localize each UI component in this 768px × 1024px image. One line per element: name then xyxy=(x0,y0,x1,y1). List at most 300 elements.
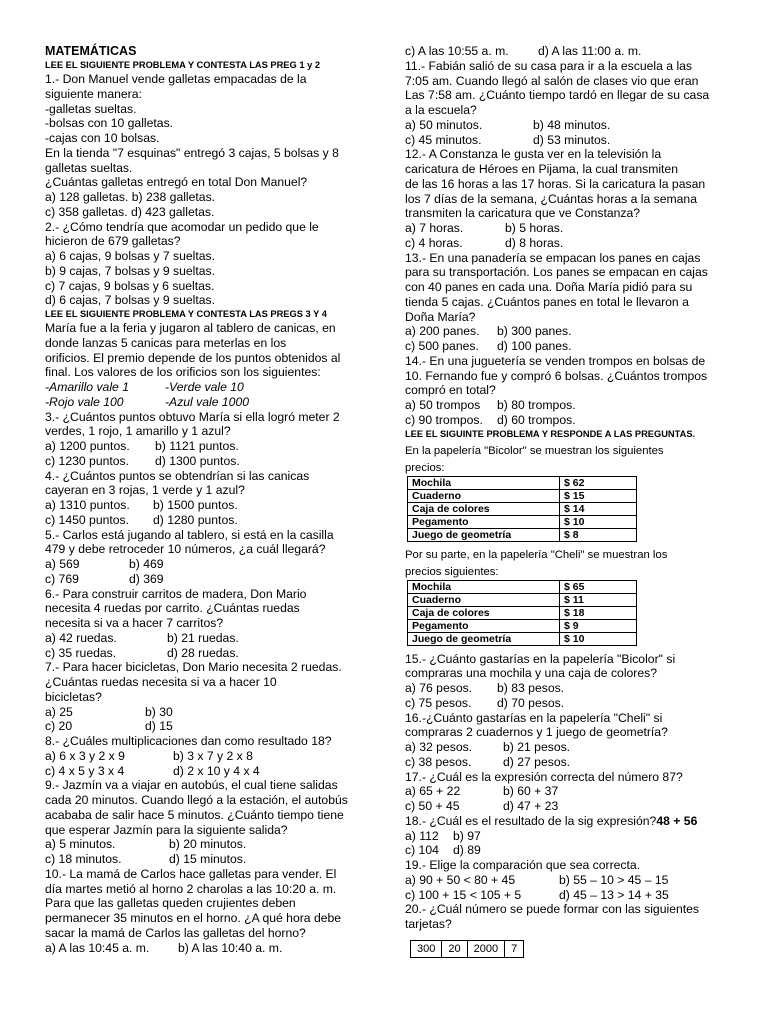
option-a: c) 4 x 5 y 3 x 4 xyxy=(45,763,125,778)
number-card: 2000 xyxy=(467,940,504,957)
left-option-row xyxy=(45,572,357,587)
option-a: c) 769 xyxy=(45,571,79,586)
item-price: $ 9 xyxy=(560,619,637,632)
left-text-line xyxy=(45,926,357,941)
bicolor-price-table xyxy=(407,476,637,542)
left-text-line xyxy=(45,469,357,484)
option-b: b) 21 ruedas. xyxy=(167,630,239,645)
line-text: donde lanzas 5 canicas para meterlas en los xyxy=(45,335,287,350)
option-a: a) 76 pesos. xyxy=(405,681,473,695)
option-a: c) A las 10:55 a. m. xyxy=(405,44,509,58)
left-column xyxy=(45,44,357,955)
cheli-caption: Por su parte, en la papelería "Cheli" se muestran los xyxy=(405,548,668,561)
option-a: c) 500 panes. xyxy=(405,339,479,353)
right-option-row xyxy=(405,398,725,413)
left-option-row xyxy=(45,557,357,572)
option-a: a) 1310 puntos. xyxy=(45,498,130,512)
option-b: b) A las 10:40 a. m. xyxy=(178,940,283,955)
right-text-line xyxy=(405,177,725,192)
left-option-row xyxy=(45,454,357,469)
left-text-line xyxy=(45,896,357,911)
line-text: 11.- Fabián salió de su casa para ir a la escuela a las xyxy=(405,58,693,73)
option-b: d) 89 xyxy=(453,843,481,858)
line-text: de las 16 horas a las 17 horas. Si la caricatura la pasan xyxy=(405,176,706,191)
left-text-line xyxy=(45,911,357,926)
right-text-line xyxy=(405,770,725,785)
right-text-line xyxy=(405,103,725,118)
item-name: Caja de colores xyxy=(408,502,560,515)
line-text: 8.- ¿Cuáles multiplicaciones dan como resultado 18? xyxy=(45,734,332,748)
option-a: c) 1230 puntos. xyxy=(45,453,130,468)
left-text-line xyxy=(45,616,357,631)
right-text-line xyxy=(405,858,725,873)
right-text-line xyxy=(405,265,725,280)
left-text-line xyxy=(45,190,357,205)
left-text-line xyxy=(45,175,357,190)
number-card: 20 xyxy=(442,940,467,957)
option-a: a) 7 horas. xyxy=(405,221,464,235)
left-text-line xyxy=(45,424,357,439)
option-b: d) 1300 puntos. xyxy=(155,453,240,468)
line-text: 19.- Elige la comparación que sea correcta. xyxy=(405,858,641,872)
left-text-line xyxy=(45,675,357,690)
line-text: final. Los valores de los orificios son los siguientes: xyxy=(45,365,321,380)
right-option-row xyxy=(405,413,725,428)
line-text: 20.- ¿Cuál número se puede formar con las siguientes xyxy=(405,902,700,917)
left-text-line xyxy=(45,601,357,616)
right-option-row xyxy=(405,784,725,799)
line-text: Las 7:58 am. ¿Cuánto tiempo tardó en llegar de su casa xyxy=(405,88,710,103)
option-b: b) 97 xyxy=(453,828,481,843)
right-text-line xyxy=(405,917,725,932)
instruction-heading xyxy=(45,308,357,321)
instruction-heading xyxy=(45,59,357,72)
option-b: b) 83 pesos. xyxy=(497,681,565,695)
item-price: $ 18 xyxy=(560,606,637,619)
left-text-line xyxy=(45,808,357,823)
line-text: 18.- ¿Cuál es el resultado de la sig expresión? xyxy=(405,813,657,828)
item-name: Caja de colores xyxy=(408,606,560,619)
line-text: con 40 panes en cada una. Doña María pidió para su xyxy=(405,280,693,294)
line-text: LEE EL SIGUIENTE PROBLEMA Y CONTESTA LAS PREGS 3 Y 4 xyxy=(45,309,327,319)
number-card: 300 xyxy=(411,940,442,957)
option-a: a) 5 minutos. xyxy=(45,837,116,852)
page-title xyxy=(45,44,357,59)
option-b: b) 30 xyxy=(145,704,173,719)
line-text: c) 358 galletas. d) 423 galletas. xyxy=(45,204,215,219)
right-option-row xyxy=(405,799,725,814)
left-option-row xyxy=(45,380,357,395)
item-name: Juego de geometría xyxy=(408,528,560,541)
line-text: cada 20 minutos. Cuando llegó a la estación, el autobús xyxy=(45,793,348,807)
line-text: d) 6 cajas, 7 bolsas y 9 sueltas. xyxy=(45,293,216,308)
price-row xyxy=(408,593,637,606)
option-b: b) 80 trompos. xyxy=(497,398,576,412)
left-option-row xyxy=(45,705,357,720)
left-text-line xyxy=(45,249,357,264)
left-text-line xyxy=(45,279,357,294)
number-card: 7 xyxy=(505,940,524,957)
option-b: d) 28 ruedas. xyxy=(167,645,239,660)
line-text: 10.- La mamá de Carlos hace galletas para vender. El xyxy=(45,866,337,881)
right-text-line xyxy=(405,354,725,369)
left-text-line xyxy=(45,220,357,235)
left-option-row xyxy=(45,498,357,513)
option-b: -Azul vale 1000 xyxy=(165,394,250,409)
option-b: d) 60 trompos. xyxy=(497,412,576,427)
line-text: 7.- Para hacer bicicletas, Don Mario necesita 2 ruedas. xyxy=(45,660,342,675)
left-text-line xyxy=(45,321,357,336)
line-text: -cajas con 10 bolsas. xyxy=(45,131,160,145)
right-option-row xyxy=(405,696,725,711)
line-text: María fue a la feria y jugaron al tablero de canicas, en xyxy=(45,321,336,335)
option-a: -Amarillo vale 1 xyxy=(45,380,129,394)
left-text-line xyxy=(45,882,357,897)
item-price: $ 15 xyxy=(560,489,637,502)
option-a: a) 200 panes. xyxy=(405,324,480,339)
item-name: Mochila xyxy=(408,476,560,489)
left-text-line xyxy=(45,131,357,146)
right-text-line xyxy=(405,280,725,295)
bicolor-caption: precios: xyxy=(405,461,445,474)
right-text-line xyxy=(405,652,725,667)
line-text: a) 128 galletas. b) 238 galletas. xyxy=(45,190,216,204)
item-name: Mochila xyxy=(408,580,560,593)
number-cards xyxy=(405,940,725,958)
line-text: 1.- Don Manuel vende galletas empacadas de la xyxy=(45,72,307,86)
line-text: 5.- Carlos está jugando al tablero, si está en la casilla xyxy=(45,527,334,542)
right-text-line xyxy=(405,192,725,207)
item-price: $ 65 xyxy=(560,580,637,593)
right-column xyxy=(405,44,725,958)
cheli-prices xyxy=(405,548,725,646)
line-text: LEE EL SIGUINTE PROBLEMA Y RESPONDE A LAS PREGUNTAS. xyxy=(405,428,696,439)
line-text: MATEMÁTICAS xyxy=(45,44,137,58)
price-row xyxy=(408,515,637,528)
right-text-line xyxy=(405,902,725,917)
price-row xyxy=(408,619,637,632)
right-text-line xyxy=(405,74,725,89)
option-b: d) 53 minutos. xyxy=(533,132,611,147)
right-text-line xyxy=(405,369,725,384)
item-name: Pegamento xyxy=(408,515,560,528)
left-option-row xyxy=(45,749,357,764)
right-option-row xyxy=(405,740,725,755)
right-option-row xyxy=(405,44,725,59)
left-text-line xyxy=(45,690,357,705)
questions-15-20 xyxy=(405,652,725,932)
line-text: a) 6 cajas, 9 bolsas y 7 sueltas. xyxy=(45,249,216,263)
option-b: b) 300 panes. xyxy=(497,324,572,339)
price-row xyxy=(408,489,637,502)
option-a: c) 90 trompos. xyxy=(405,412,483,427)
option-b: d) 45 – 13 > 14 + 35 xyxy=(559,887,669,902)
option-a: a) 6 x 3 y 2 x 9 xyxy=(45,748,125,763)
left-option-row xyxy=(45,837,357,852)
price-row xyxy=(408,580,637,593)
left-text-line xyxy=(45,351,357,366)
left-text-line xyxy=(45,867,357,882)
price-row xyxy=(408,606,637,619)
right-option-row xyxy=(405,888,725,903)
line-text: necesita si va a hacer 7 carritos? xyxy=(45,616,224,630)
item-price: $ 14 xyxy=(560,502,637,515)
right-option-row xyxy=(405,873,725,888)
line-text: 6.- Para construir carritos de madera, Don Mario xyxy=(45,586,307,601)
option-a: a) 50 trompos xyxy=(405,398,481,412)
line-text: compraras 2 cuadernos y 1 juego de geometría? xyxy=(405,725,668,740)
right-text-line xyxy=(405,383,725,398)
line-text: permanecer 35 minutos en el horno. ¿A qué hora debe xyxy=(45,911,342,925)
line-text: 2.- ¿Cómo tendría que acomodar un pedido que le xyxy=(45,219,319,234)
item-price: $ 10 xyxy=(560,632,637,645)
line-text: 10. Fernando fue y compró 6 bolsas. ¿Cuántos trompos xyxy=(405,368,708,383)
line-text: a la escuela? xyxy=(405,103,477,117)
line-text: 12.- A Constanza le gusta ver en la televisión la xyxy=(405,147,662,162)
option-a: a) 1200 puntos. xyxy=(45,439,130,453)
option-a: a) 90 + 50 < 80 + 45 xyxy=(405,872,516,887)
cards-row xyxy=(411,940,524,957)
line-text: día martes metió al horno 2 charolas a las 10:20 a. m. xyxy=(45,881,337,896)
left-text-line xyxy=(45,205,357,220)
item-name: Cuaderno xyxy=(408,593,560,606)
option-b: d) 27 pesos. xyxy=(503,754,571,769)
line-text: 16.-¿Cuánto gastarías en la papelería "Cheli" si xyxy=(405,710,663,725)
option-a: a) 32 pesos. xyxy=(405,740,473,754)
option-a: c) 50 + 45 xyxy=(405,799,460,813)
option-a: a) 50 minutos. xyxy=(405,117,483,132)
left-option-row xyxy=(45,439,357,454)
line-text: 9.- Jazmín va a viajar en autobús, el cual tiene salidas xyxy=(45,778,338,793)
option-b: d) 1280 puntos. xyxy=(153,512,238,527)
option-a: c) 100 + 15 < 105 + 5 xyxy=(405,887,522,902)
item-price: $ 11 xyxy=(560,593,637,606)
left-text-line xyxy=(45,72,357,87)
left-option-row xyxy=(45,631,357,646)
option-b: b) 21 pesos. xyxy=(503,740,571,754)
line-text: 14.- En una juguetería se venden trompos en bolsas de xyxy=(405,353,706,368)
left-option-row xyxy=(45,941,357,956)
item-name: Pegamento xyxy=(408,619,560,632)
line-text: ¿Cuántas ruedas necesita si va a hacer 10 xyxy=(45,675,277,689)
line-text: orificios. El premio depende de los puntos obtenidos al xyxy=(45,350,341,365)
option-a: c) 75 pesos. xyxy=(405,695,472,710)
right-text-line xyxy=(405,711,725,726)
questions-11-14 xyxy=(405,44,725,441)
line-text: c) 7 cajas, 9 bolsas y 6 sueltas. xyxy=(45,278,215,293)
cheli-price-table xyxy=(407,580,637,646)
line-text: los 7 días de la semana, ¿Cuántas horas a la semana xyxy=(405,191,697,206)
right-option-row xyxy=(405,755,725,770)
left-text-line xyxy=(45,336,357,351)
option-b: d) 2 x 10 y 4 x 4 xyxy=(173,763,260,778)
left-text-line xyxy=(45,410,357,425)
left-option-row xyxy=(45,513,357,528)
left-text-line xyxy=(45,734,357,749)
price-row xyxy=(408,476,637,489)
line-text: ¿Cuántas galletas entregó en total Don Manuel? xyxy=(45,175,308,190)
line-text: para su transportación. Los panes se empacan en cajas xyxy=(405,265,708,280)
option-a: a) 25 xyxy=(45,704,73,719)
option-a: -Rojo vale 100 xyxy=(45,394,124,409)
left-option-row xyxy=(45,852,357,867)
line-text: 7:05 am. Cuando llegó al salón de clases vio que eran xyxy=(405,73,699,88)
left-text-line xyxy=(45,293,357,308)
left-text-line xyxy=(45,365,357,380)
left-text-line xyxy=(45,778,357,793)
left-option-row xyxy=(45,764,357,779)
price-row xyxy=(408,502,637,515)
left-text-line xyxy=(45,528,357,543)
line-text: tienda 5 cajas. ¿Cuántos panes en total le llevaron a xyxy=(405,294,689,309)
left-text-line xyxy=(45,87,357,102)
option-a: c) 4 horas. xyxy=(405,235,463,250)
line-text: 4.- ¿Cuántos puntos se obtendrían si las canicas xyxy=(45,468,310,483)
option-b: b) 48 minutos. xyxy=(533,117,611,132)
left-option-row xyxy=(45,395,357,410)
option-b: d) 369 xyxy=(129,571,164,586)
price-row xyxy=(408,528,637,541)
right-option-row xyxy=(405,118,725,133)
option-b: b) 55 – 10 > 45 – 15 xyxy=(559,872,669,887)
line-text: necesita 4 ruedas por carrito. ¿Cuántas ruedas xyxy=(45,601,300,616)
line-text: hicieron de 679 galletas? xyxy=(45,234,181,249)
right-option-row xyxy=(405,221,725,236)
right-text-line xyxy=(405,147,725,162)
left-option-row xyxy=(45,646,357,661)
line-text: transmiten la caricatura que ve Constanza? xyxy=(405,206,641,221)
option-a: a) A las 10:45 a. m. xyxy=(45,940,150,955)
option-b: b) 1500 puntos. xyxy=(153,498,238,512)
option-b: d) 8 horas. xyxy=(505,235,564,250)
line-text: -bolsas con 10 galletas. xyxy=(45,116,174,131)
line-text: b) 9 cajas, 7 bolsas y 9 sueltas. xyxy=(45,263,216,278)
option-b: b) 469 xyxy=(129,557,164,571)
line-text: compraras una mochila y una caja de colores? xyxy=(405,666,658,681)
line-text: 13.- En una panadería se empacan los panes en cajas xyxy=(405,250,701,265)
right-text-line xyxy=(405,162,725,177)
bicolor-caption: En la papelería "Bicolor" se muestran los siguientes xyxy=(405,444,664,457)
right-text-line xyxy=(405,88,725,103)
line-text: bicicletas? xyxy=(45,689,102,704)
line-text: 3.- ¿Cuántos puntos obtuvo María si ella logró meter 2 xyxy=(45,409,340,424)
option-a: c) 45 minutos. xyxy=(405,132,482,147)
left-text-line xyxy=(45,234,357,249)
left-text-line xyxy=(45,264,357,279)
option-b: b) 60 + 37 xyxy=(503,784,559,799)
option-a: c) 18 minutos. xyxy=(45,852,122,866)
right-option-row xyxy=(405,133,725,148)
item-name: Cuaderno xyxy=(408,489,560,502)
option-b: d) A las 11:00 a. m. xyxy=(538,44,642,58)
option-a: c) 35 ruedas. xyxy=(45,645,117,660)
price-row xyxy=(408,632,637,645)
option-b: d) 70 pesos. xyxy=(497,695,565,710)
line-text: -galletas sueltas. xyxy=(45,101,137,116)
option-b: d) 15 minutos. xyxy=(169,852,247,866)
instruction-heading xyxy=(405,428,725,441)
cards-table xyxy=(410,940,524,958)
line-text: Para que las galletas queden crujientes deben xyxy=(45,896,296,911)
right-option-row xyxy=(405,843,725,858)
left-text-line xyxy=(45,146,357,161)
line-text: que esperar Jazmín para la siguiente salida? xyxy=(45,822,288,837)
option-b: d) 15 xyxy=(145,719,173,734)
right-text-line xyxy=(405,725,725,740)
line-text: Doña María? xyxy=(405,309,476,324)
expression-bold: 48 + 56 xyxy=(656,813,698,828)
line-text: 479 y debe retroceder 10 números, ¿a cuál llegará? xyxy=(45,542,326,557)
right-text-line xyxy=(405,251,725,266)
right-text-line xyxy=(405,206,725,221)
option-b: d) 47 + 23 xyxy=(503,799,559,813)
line-text: compró en total? xyxy=(405,383,496,398)
item-price: $ 10 xyxy=(560,515,637,528)
left-text-line xyxy=(45,823,357,838)
left-option-row xyxy=(45,719,357,734)
item-name: Juego de geometría xyxy=(408,632,560,645)
option-b: -Verde vale 10 xyxy=(165,380,244,394)
left-text-line xyxy=(45,483,357,498)
left-text-line xyxy=(45,161,357,176)
option-a: a) 42 ruedas. xyxy=(45,630,117,645)
left-text-line xyxy=(45,542,357,557)
right-option-row xyxy=(405,324,725,339)
line-text: 17.- ¿Cuál es la expresión correcta del número 87? xyxy=(405,769,683,784)
left-text-line xyxy=(45,793,357,808)
line-text: LEE EL SIGUIENTE PROBLEMA Y CONTESTA LAS PREG 1 y 2 xyxy=(45,60,320,70)
right-option-row xyxy=(405,681,725,696)
option-a: c) 20 xyxy=(45,719,73,734)
line-text: caricatura de Héroes en Pijama, la cual transmiten xyxy=(405,162,678,176)
line-text: galletas sueltas. xyxy=(45,160,133,175)
line-text: acababa de salir hace 5 minutos. ¿Cuánto tiempo tiene xyxy=(45,807,344,822)
option-a: c) 104 xyxy=(405,843,439,858)
right-option-row xyxy=(405,236,725,251)
line-text: verdes, 1 rojo, 1 amarillo y 1 azul? xyxy=(45,424,231,439)
option-a: c) 38 pesos. xyxy=(405,754,472,769)
left-text-line xyxy=(45,660,357,675)
line-text: sacar la mamá de Carlos las galletas del horno? xyxy=(45,925,306,940)
left-text-line xyxy=(45,102,357,117)
right-option-row xyxy=(405,339,725,354)
left-text-line xyxy=(45,116,357,131)
option-a: a) 65 + 22 xyxy=(405,784,461,799)
left-text-line xyxy=(45,587,357,602)
option-a: a) 569 xyxy=(45,557,80,571)
line-text: siguiente manera: xyxy=(45,86,142,101)
option-b: b) 20 minutos. xyxy=(169,837,247,852)
right-text-line xyxy=(405,59,725,74)
option-b: d) 100 panes. xyxy=(497,339,572,353)
right-text-line xyxy=(405,814,725,829)
option-a: a) 112 xyxy=(405,828,439,843)
right-option-row xyxy=(405,829,725,844)
option-b: b) 3 x 7 y 2 x 8 xyxy=(173,748,253,763)
right-text-line xyxy=(405,310,725,325)
item-price: $ 8 xyxy=(560,528,637,541)
option-b: b) 1121 puntos. xyxy=(155,439,239,453)
item-price: $ 62 xyxy=(560,476,637,489)
option-a: c) 1450 puntos. xyxy=(45,512,130,527)
option-b: b) 5 horas. xyxy=(505,221,564,235)
line-text: tarjetas? xyxy=(405,917,452,931)
line-text: En la tienda "7 esquinas" entregó 3 cajas, 5 bolsas y 8 xyxy=(45,145,339,160)
bicolor-prices xyxy=(405,444,725,542)
right-text-line xyxy=(405,666,725,681)
cheli-caption: precios siguientes: xyxy=(405,565,499,578)
right-text-line xyxy=(405,295,725,310)
